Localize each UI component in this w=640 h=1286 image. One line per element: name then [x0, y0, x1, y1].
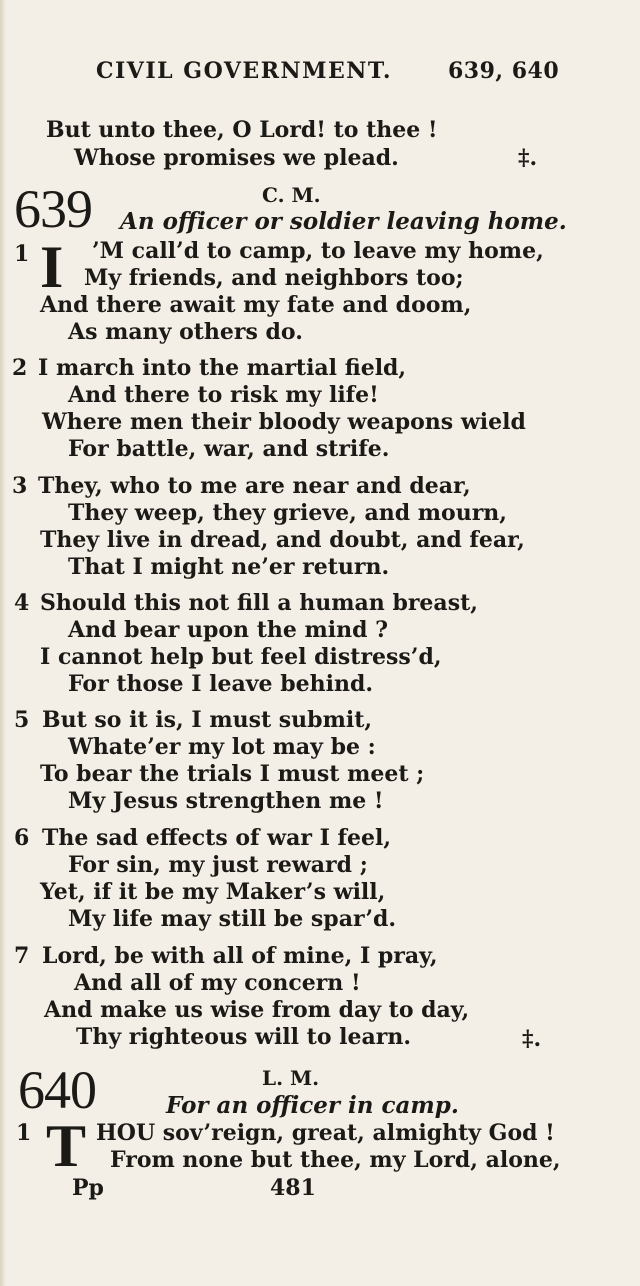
verse-line: Whate’er my lot may be :: [68, 734, 376, 760]
continuation-line-1: But unto thee, O Lord! to thee !: [46, 117, 438, 143]
verse-line: But so it is, I must submit,: [42, 707, 373, 733]
verse-line: And make us wise from day to day,: [44, 997, 470, 1023]
verse-line: To bear the trials I must meet ;: [40, 761, 425, 787]
hymn-title: For an officer in camp.: [166, 1092, 459, 1119]
verse-line: Lord, be with all of mine, I pray,: [42, 943, 438, 969]
verse-line: Yet, if it be my Maker’s will,: [40, 879, 386, 905]
signature-mark: Pp: [72, 1175, 104, 1201]
hymn-number: 640: [18, 1060, 96, 1120]
verse-line: The sad effects of war I feel,: [42, 825, 392, 851]
verse-line: They live in dread, and doubt, and fear,: [40, 527, 525, 553]
verse-line: For those I leave behind.: [68, 671, 373, 697]
verse-line: From none but thee, my Lord, alone,: [110, 1147, 561, 1173]
running-header-hymn-range: 639, 640: [448, 58, 560, 84]
verse-line: And all of my concern !: [74, 970, 361, 996]
verse-line: For sin, my just reward ;: [68, 852, 368, 878]
verse-line: And there await my fate and doom,: [40, 292, 472, 318]
page-edge: [0, 0, 6, 1286]
verse-number: 2: [12, 355, 28, 381]
verse-line: I march into the martial field,: [38, 355, 407, 381]
verse-line: As many others do.: [68, 319, 303, 345]
verse-line: My friends, and neighbors too;: [84, 265, 464, 291]
verse-number: 7: [14, 943, 30, 969]
verse-line: HOU sov’reign, great, almighty God !: [96, 1120, 555, 1146]
verse-line: Where men their bloody weapons wield: [42, 409, 526, 435]
verse-number: 1: [16, 1120, 32, 1146]
verse-number: 6: [14, 825, 30, 851]
verse-line: Thy righteous will to learn.: [76, 1024, 412, 1050]
verse-line: They, who to me are near and dear,: [38, 473, 471, 499]
verse-line: And bear upon the mind ?: [68, 617, 389, 643]
hymn-meter: C. M.: [262, 183, 321, 207]
verse-line: And there to risk my life!: [68, 382, 379, 408]
verse-line: ’M call’d to camp, to leave my home,: [92, 238, 544, 264]
drop-cap: I: [40, 234, 64, 300]
end-mark: ‡.: [518, 145, 538, 171]
end-mark: ‡.: [522, 1026, 542, 1052]
running-header-section: CIVIL GOVERNMENT.: [96, 58, 393, 84]
verse-line: My Jesus strengthen me !: [68, 788, 384, 814]
drop-cap: T: [46, 1113, 87, 1179]
verse-number: 1: [14, 241, 30, 267]
verse-number: 5: [14, 707, 30, 733]
hymn-number: 639: [14, 179, 92, 239]
continuation-line-2: Whose promises we plead.: [74, 145, 399, 171]
hymn-meter: L. M.: [262, 1066, 320, 1090]
hymn-title: An officer or soldier leaving home.: [120, 208, 567, 235]
verse-line: Should this not fill a human breast,: [40, 590, 478, 616]
verse-line: They weep, they grieve, and mourn,: [68, 500, 507, 526]
verse-number: 4: [14, 590, 30, 616]
verse-line: That I might ne’er return.: [68, 554, 390, 580]
verse-line: For battle, war, and strife.: [68, 436, 390, 462]
verse-number: 3: [12, 473, 28, 499]
verse-line: My life may still be spar’d.: [68, 906, 397, 932]
page-number: 481: [270, 1175, 316, 1201]
verse-line: I cannot help but feel distress’d,: [40, 644, 442, 670]
